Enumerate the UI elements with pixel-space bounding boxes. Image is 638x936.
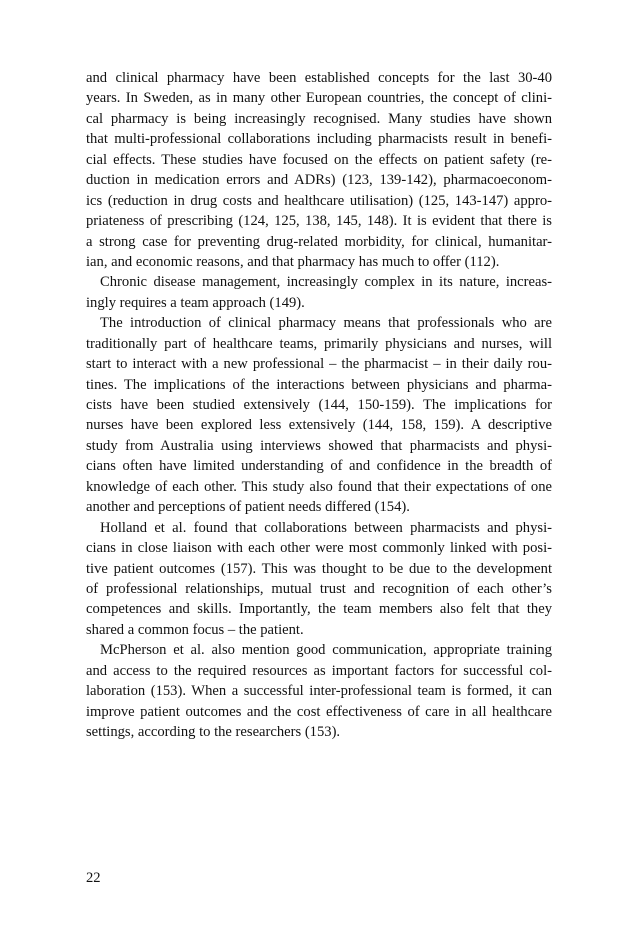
paragraph [86,313,552,517]
text-line: cists have been studied extensively (144, 150-159). The implications for [86,397,552,413]
text-line: another and perceptions of patient needs differed (154). [86,499,410,516]
text-line: that multi-professional collaborations including pharmacists result in benefi- [86,131,552,148]
text-line: improve patient outcomes and the cost effectiveness of care in all healthcare [86,703,552,720]
paragraph [86,518,552,641]
text-line: cians often have limited understanding of and confidence in the breadth of [86,458,552,475]
text-line: duction in medication errors and ADRs) (123, 139-142), pharmacoeconom- [86,172,552,189]
text-line: and access to the required resources as important factors for successful col- [86,662,552,679]
text-line: of professional relationships, mutual trust and recognition of each other’s [86,580,552,597]
text-line: tines. The implications of the interactions between physicians and pharma- [86,376,552,393]
text-line: years. In Sweden, as in many other European countries, the concept of clini- [86,90,552,107]
text-line: competences and skills. Importantly, the team members also felt that they [86,601,552,618]
text-line: study from Australia using interviews showed that pharmacists and physi- [86,437,552,454]
text-line: cal pharmacy is being increasingly recognised. Many studies have shown [86,110,552,127]
text-line: ingly requires a team approach (149). [86,294,305,311]
text-line: Holland et al. found that collaborations between pharmacists and physi- [100,519,552,536]
text-line: laboration (153). When a successful inter-professional team is formed, it can [86,683,552,700]
paragraph [86,68,552,272]
text-line: tive patient outcomes (157). This was thought to be due to the development [86,560,552,577]
text-line: nurses have been explored less extensively (144, 158, 159). A descriptive [86,417,552,434]
text-line: a strong case for preventing drug-related morbidity, for clinical, humanitar- [86,233,552,250]
page-number: 22 [86,870,101,886]
text-line: ics (reduction in drug costs and healthcare utilisation) (125, 143-147) appro- [86,192,552,209]
text-line: and clinical pharmacy have been established concepts for the last 30-40 [86,70,552,86]
text-line: Chronic disease management, increasingly complex in its nature, increas- [100,274,552,291]
text-line: cial effects. These studies have focused on the effects on patient safety (re- [86,151,552,168]
text-line: settings, according to the researchers (153). [86,724,341,740]
body-text [86,68,552,742]
text-line: ian, and economic reasons, and that pharmacy has much to offer (112). [86,253,500,270]
paragraph [86,640,552,742]
text-line: The introduction of clinical pharmacy means that professionals who are [100,315,552,332]
text-line: cians in close liaison with each other were most commonly linked with posi- [86,540,552,557]
text-line: start to interact with a new professional – the pharmacist – in their daily rou- [86,356,552,373]
text-line: priateness of prescribing (124, 125, 138, 145, 148). It is evident that there is [86,213,552,230]
paragraph [86,272,552,313]
text-line: McPherson et al. also mention good communication, appropriate training [100,642,552,659]
text-line: knowledge of each other. This study also found that their expectations of one [86,478,552,495]
text-line: shared a common focus – the patient. [86,621,304,638]
text-line: traditionally part of healthcare teams, primarily physicians and nurses, will [86,335,552,352]
